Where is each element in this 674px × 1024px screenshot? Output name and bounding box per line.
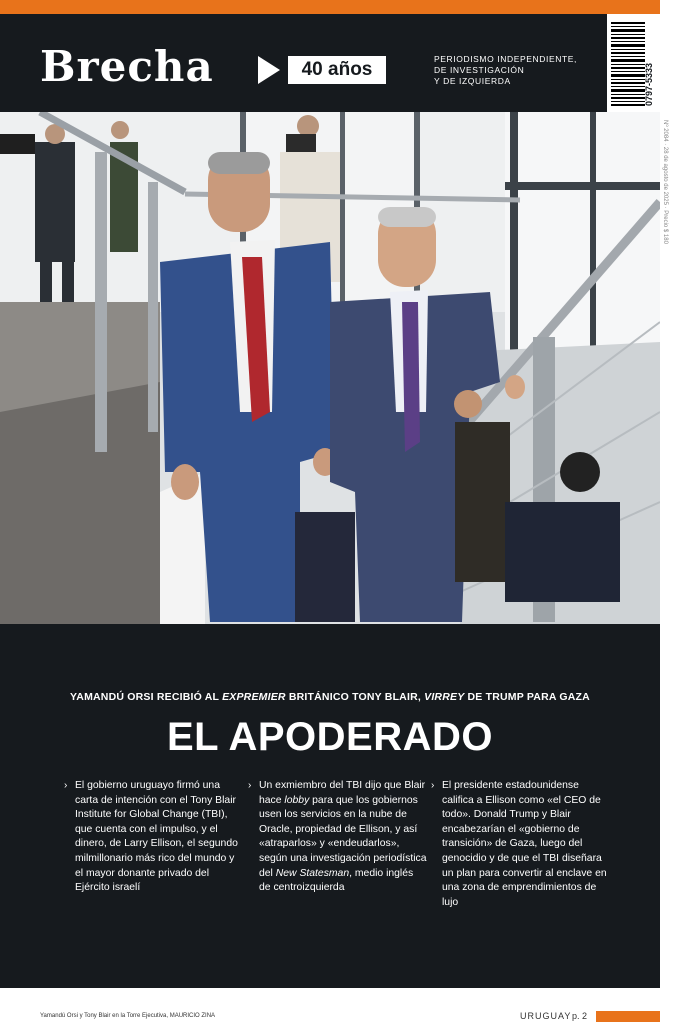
cover-photo xyxy=(0,112,660,624)
bullet-icon: › xyxy=(248,780,252,791)
kicker xyxy=(0,691,660,703)
section-label: URUGUAY xyxy=(520,1011,572,1021)
bullet-icon: › xyxy=(64,780,68,791)
column-text: para que los gobiernos usen los servicios en la nube de Oracle, propiedad de Ellison, y así «atraparlos» y «endeudarlos», según una investigación periodística del xyxy=(259,794,427,879)
kicker-text: YAMANDÚ ORSI RECIBIÓ AL xyxy=(70,691,223,703)
bullet-icon: › xyxy=(431,780,435,791)
kicker-text: BRITÁNICO TONY BLAIR, xyxy=(285,691,425,703)
logo: Brecha xyxy=(40,42,214,91)
masthead xyxy=(0,14,607,112)
column-text: El gobierno uruguayo firmó una carta de intención con el Tony Blair Institute for Global Change (TBI), que cuenta con el impulso, y el dinero, de Larry Ellison, el segundo milmillonario más rico del mundo y el mayor donante privado del Ejército israelí xyxy=(75,780,238,894)
tagline-line: Y DE IZQUIERDA xyxy=(434,76,511,86)
kicker-italic: EXPREMIER xyxy=(222,691,286,703)
page-number: p. 2 xyxy=(572,1011,588,1021)
tagline xyxy=(434,54,594,87)
tagline-line: DE INVESTIGACIÓN xyxy=(434,65,525,75)
column-text: Un exmiembro del TBI dijo que Blair hace xyxy=(259,780,426,806)
logo-arrow-icon xyxy=(258,56,280,84)
issue-info: Nº 2084 · 28 de agosto de 2025 · Precio $ 180 xyxy=(662,120,668,244)
column-text: , medio inglés de centroizquierda xyxy=(259,867,414,894)
column-text: El presidente estadounidense califica a Ellison como «el CEO de todo». Donald Trump y Blair encabezarían el «gobierno de transición» de Gaza, luego del genocidio y de que el TBI diseñara un plan para convertir al enclave en una zona de emprendimientos de lujo xyxy=(442,780,607,908)
headline: EL APODERADO xyxy=(166,715,494,759)
top-accent-bar xyxy=(0,0,660,14)
footer-accent-bar xyxy=(596,1011,660,1022)
tagline-line: PERIODISMO INDEPENDIENTE, xyxy=(434,54,577,64)
story-column xyxy=(64,779,243,896)
kicker-text: DE TRUMP PARA GAZA xyxy=(464,691,590,703)
photo-caption: Yamandú Orsi y Tony Blair en la Torre Ejecutiva, MAURICIO ZINA xyxy=(40,1013,216,1019)
story-column xyxy=(431,779,610,910)
anniversary-badge: 40 años xyxy=(288,56,386,84)
kicker-italic: VIRREY xyxy=(424,691,465,703)
column-italic: lobby xyxy=(284,794,310,806)
column-italic: New Statesman xyxy=(275,867,350,879)
issn-number: 0797-5333 xyxy=(644,62,654,106)
story-column xyxy=(248,779,427,896)
barcode-icon xyxy=(610,20,646,108)
